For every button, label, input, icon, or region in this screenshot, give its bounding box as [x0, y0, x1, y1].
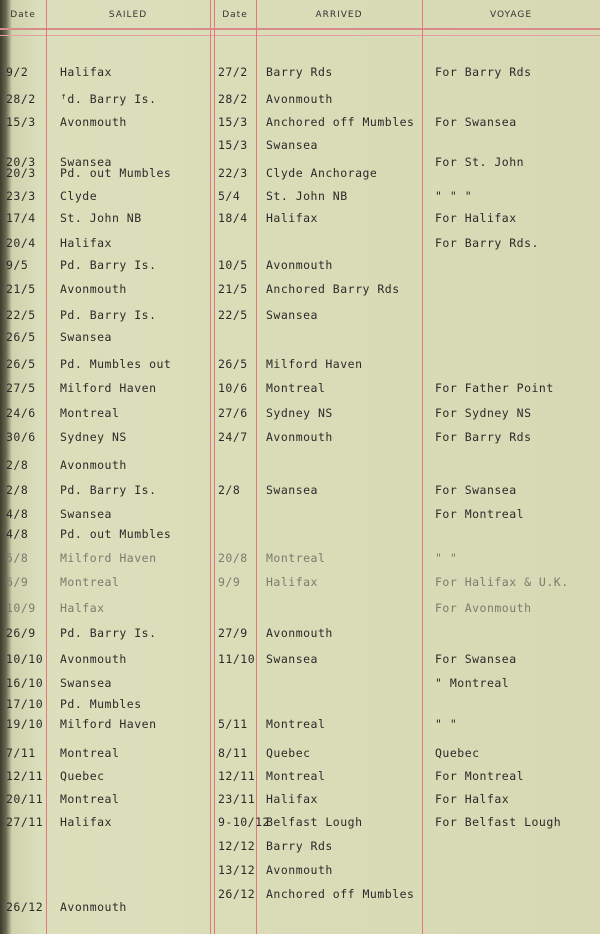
row-28-voyage: " "	[435, 717, 458, 731]
row-29-sailed: Montreal	[60, 746, 120, 760]
row-4-date1: 20/3	[6, 155, 36, 169]
row-0-date2: 27/2	[218, 65, 248, 79]
row-12-date1: 26/5	[6, 330, 36, 344]
row-25-date2: 11/10	[218, 652, 256, 666]
row-13-date1: 26/5	[6, 357, 36, 371]
row-24-sailed: Pd. Barry Is.	[60, 626, 157, 640]
row-10-date2: 21/5	[218, 282, 248, 296]
row-7-date2: 18/4	[218, 211, 248, 225]
row-27-date1: 17/10	[6, 697, 44, 711]
row-17-date1: 2/8	[6, 458, 29, 472]
row-31-sailed: Montreal	[60, 792, 120, 806]
row-36-date1: 26/12	[6, 900, 44, 914]
row-19-date1: 4/8	[6, 507, 29, 521]
row-11-date1: 22/5	[6, 308, 36, 322]
row-28-date1: 19/10	[6, 717, 44, 731]
row-4-sailed: Swansea	[60, 155, 112, 169]
row-8-sailed: Halifax	[60, 236, 112, 250]
row-2-date2: 15/3	[218, 115, 248, 129]
row-21-voyage: " "	[435, 551, 458, 565]
row-22-voyage: For Halifax & U.K.	[435, 575, 569, 589]
row-28-arrived: Montreal	[266, 717, 326, 731]
row-29-voyage: Quebec	[435, 746, 480, 760]
row-23-voyage: For Avonmouth	[435, 601, 532, 615]
row-31-voyage: For Halfax	[435, 792, 510, 806]
row-21-date2: 20/8	[218, 551, 248, 565]
row-18-date2: 2/8	[218, 483, 241, 497]
row-22-sailed: Montreal	[60, 575, 120, 589]
row-7-arrived: Halifax	[266, 211, 318, 225]
row-33-date2: 12/12	[218, 839, 256, 853]
row-10-arrived: Anchored Barry Rds	[266, 282, 400, 296]
row-24-arrived: Avonmouth	[266, 626, 333, 640]
row-13-arrived: Milford Haven	[266, 357, 363, 371]
row-30-date2: 12/11	[218, 769, 256, 783]
row-35-arrived: Anchored off Mumbles	[266, 887, 415, 901]
row-34-arrived: Avonmouth	[266, 863, 333, 877]
row-30-sailed: Quebec	[60, 769, 105, 783]
row-20-date1: 4/8	[6, 527, 29, 541]
row-22-date1: 6/9	[6, 575, 29, 589]
row-5-date1: 20/3	[6, 166, 36, 180]
row-6-date2: 5/4	[218, 189, 241, 203]
row-6-date1: 23/3	[6, 189, 36, 203]
row-31-arrived: Halifax	[266, 792, 318, 806]
row-16-voyage: For Barry Rds	[435, 430, 532, 444]
row-14-sailed: Milford Haven	[60, 381, 157, 395]
row-32-sailed: Halifax	[60, 815, 112, 829]
row-9-sailed: Pd. Barry Is.	[60, 258, 157, 272]
row-8-date1: 20/4	[6, 236, 36, 250]
row-30-arrived: Montreal	[266, 769, 326, 783]
row-19-voyage: For Montreal	[435, 507, 525, 521]
row-3-arrived: Swansea	[266, 138, 318, 152]
header-sailed: SAILED	[108, 10, 148, 20]
row-18-date1: 2/8	[6, 483, 29, 497]
row-21-sailed: Milford Haven	[60, 551, 157, 565]
row-18-voyage: For Swansea	[435, 483, 517, 497]
row-29-date1: 7/11	[6, 746, 36, 760]
row-0-sailed: Halifax	[60, 65, 112, 79]
row-30-date1: 12/11	[6, 769, 44, 783]
row-22-date2: 9/9	[218, 575, 241, 589]
row-26-date1: 16/10	[6, 676, 44, 690]
row-11-sailed: Pd. Barry Is.	[60, 308, 157, 322]
row-25-voyage: For Swansea	[435, 652, 517, 666]
row-7-sailed: St. John NB	[60, 211, 142, 225]
row-17-sailed: Avonmouth	[60, 458, 127, 472]
row-13-sailed: Pd. Mumbles out	[60, 357, 172, 371]
row-5-arrived: Clyde Anchorage	[266, 166, 378, 180]
row-16-arrived: Avonmouth	[266, 430, 333, 444]
row-16-date2: 24/7	[218, 430, 248, 444]
row-14-date2: 10/6	[218, 381, 248, 395]
row-31-date2: 23/11	[218, 792, 256, 806]
row-23-date1: 10/9	[6, 601, 36, 615]
row-20-sailed: Pd. out Mumbles	[60, 527, 172, 541]
row-25-sailed: Avonmouth	[60, 652, 127, 666]
row-1-arrived: Avonmouth	[266, 92, 333, 106]
row-6-arrived: St. John NB	[266, 189, 348, 203]
row-21-arrived: Montreal	[266, 551, 326, 565]
row-35-date2: 26/12	[218, 887, 256, 901]
row-12-sailed: Swansea	[60, 330, 112, 344]
row-7-voyage: For Halifax	[435, 211, 517, 225]
row-36-sailed: Avonmouth	[60, 900, 127, 914]
row-15-date2: 27/6	[218, 406, 248, 420]
row-15-arrived: Sydney NS	[266, 406, 333, 420]
row-21-date1: 5/8	[6, 551, 29, 565]
row-16-date1: 30/6	[6, 430, 36, 444]
row-10-sailed: Avonmouth	[60, 282, 127, 296]
row-18-sailed: Pd. Barry Is.	[60, 483, 157, 497]
row-19-sailed: Swansea	[60, 507, 112, 521]
row-10-date1: 21/5	[6, 282, 36, 296]
row-34-date2: 13/12	[218, 863, 256, 877]
row-4-voyage: For St. John	[435, 155, 525, 169]
row-15-date1: 24/6	[6, 406, 36, 420]
row-32-voyage: For Belfast Lough	[435, 815, 562, 829]
header-arrived: ARRIVED	[315, 10, 363, 20]
row-25-arrived: Swansea	[266, 652, 318, 666]
row-32-date2: 9-10/12	[218, 815, 270, 829]
row-5-date2: 22/3	[218, 166, 248, 180]
row-27-sailed: Pd. Mumbles	[60, 697, 142, 711]
row-11-arrived: Swansea	[266, 308, 318, 322]
row-1-date1: 28/2	[6, 92, 36, 106]
row-8-voyage: For Barry Rds.	[435, 236, 539, 250]
row-11-date2: 22/5	[218, 308, 248, 322]
row-2-arrived: Anchored off Mumbles	[266, 115, 415, 129]
row-22-arrived: Halifax	[266, 575, 318, 589]
row-26-sailed: Swansea	[60, 676, 112, 690]
row-14-arrived: Montreal	[266, 381, 326, 395]
row-14-date1: 27/5	[6, 381, 36, 395]
row-23-sailed: Halfax	[60, 601, 105, 615]
row-24-date1: 26/9	[6, 626, 36, 640]
row-7-date1: 17/4	[6, 211, 36, 225]
row-9-date2: 10/5	[218, 258, 248, 272]
row-2-sailed: Avonmouth	[60, 115, 127, 129]
row-29-date2: 8/11	[218, 746, 248, 760]
row-0-arrived: Barry Rds	[266, 65, 333, 79]
row-30-voyage: For Montreal	[435, 769, 525, 783]
row-18-arrived: Swansea	[266, 483, 318, 497]
header-date-sailed: Date	[10, 10, 36, 20]
header-voyage: VOYAGE	[489, 10, 533, 20]
row-1-date2: 28/2	[218, 92, 248, 106]
row-9-arrived: Avonmouth	[266, 258, 333, 272]
row-6-sailed: Clyde	[60, 189, 98, 203]
row-1-sailed: ᶠd. Barry Is.	[60, 92, 157, 106]
row-28-sailed: Milford Haven	[60, 717, 157, 731]
row-32-arrived: Belfast Lough	[266, 815, 363, 829]
row-29-arrived: Quebec	[266, 746, 311, 760]
row-33-arrived: Barry Rds	[266, 839, 333, 853]
row-0-date1: 9/2	[6, 65, 29, 79]
row-14-voyage: For Father Point	[435, 381, 554, 395]
row-16-sailed: Sydney NS	[60, 430, 127, 444]
row-2-voyage: For Swansea	[435, 115, 517, 129]
row-13-date2: 26/5	[218, 357, 248, 371]
row-25-date1: 10/10	[6, 652, 44, 666]
row-9-date1: 9/5	[6, 258, 29, 272]
row-2-date1: 15/3	[6, 115, 36, 129]
row-31-date1: 20/11	[6, 792, 44, 806]
row-32-date1: 27/11	[6, 815, 44, 829]
row-24-date2: 27/9	[218, 626, 248, 640]
row-3-date2: 15/3	[218, 138, 248, 152]
row-15-voyage: For Sydney NS	[435, 406, 532, 420]
row-0-voyage: For Barry Rds	[435, 65, 532, 79]
row-6-voyage: " " "	[435, 189, 473, 203]
row-5-sailed: Pd. out Mumbles	[60, 166, 172, 180]
row-28-date2: 5/11	[218, 717, 248, 731]
row-15-sailed: Montreal	[60, 406, 120, 420]
header-date-arrived: Date	[222, 10, 248, 20]
row-26-voyage: " Montreal	[435, 676, 510, 690]
